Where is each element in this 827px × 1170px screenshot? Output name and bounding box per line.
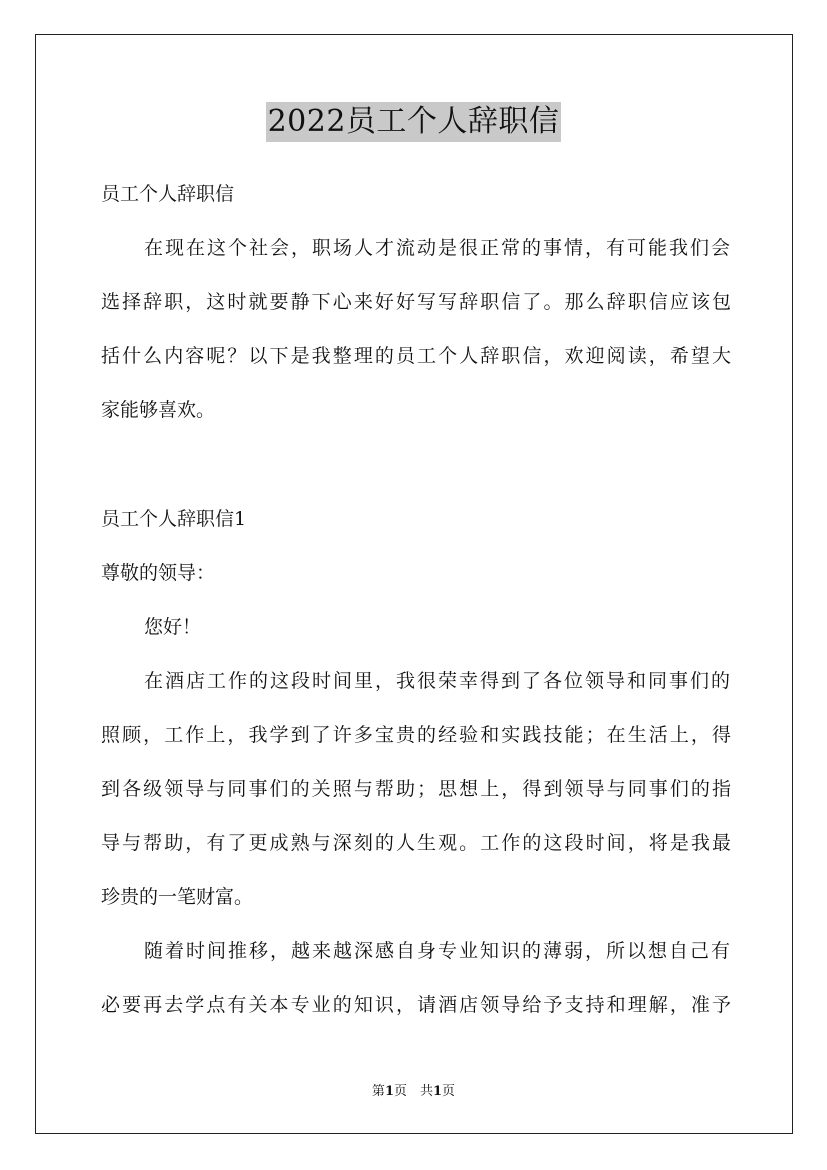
body-line: 在酒店工作的这段时间里，我很荣幸得到了各位领导和同事们的 [144,670,730,692]
body-line: 到各级领导与同事们的关照与帮助；思想上，得到领导与同事们的指 [101,778,731,800]
page-total: 1 [433,1084,443,1099]
page-footer [0,1083,827,1101]
document-subtitle: 员工个人辞职信 [101,183,235,205]
body-line: 照顾，工作上，我学到了许多宝贵的经验和实践技能；在生活上，得 [101,724,731,746]
section-heading: 员工个人辞职信1 [101,508,247,530]
page-number: 1 [384,1084,394,1099]
salutation: 尊敬的领导： [101,562,216,584]
intro-line: 家能够喜欢。 [101,399,216,421]
intro-line: 选择辞职，这时就要静下心来好好写写辞职信了。那么辞职信应该包 [101,291,731,313]
title-container [0,102,827,142]
body-line: 珍贵的一笔财富。 [101,886,254,908]
footer-suffix: 页 [442,1084,456,1099]
greeting: 您好！ [144,616,202,638]
body-line: 导与帮助，有了更成熟与深刻的人生观。工作的这段时间，将是我最 [101,832,731,854]
intro-line: 括什么内容呢？以下是我整理的员工个人辞职信，欢迎阅读，希望大 [101,345,731,367]
body-line: 随着时间推移，越来越深感自身专业知识的薄弱，所以想自己有 [144,940,730,962]
document-title: 2022员工个人辞职信 [266,102,562,142]
footer-mid: 页 共 [393,1084,433,1099]
body-line: 必要再去学点有关本专业的知识，请酒店领导给予支持和理解，准予 [101,994,731,1016]
footer-prefix: 第 [371,1084,385,1099]
intro-line: 在现在这个社会，职场人才流动是很正常的事情，有可能我们会 [144,237,730,259]
